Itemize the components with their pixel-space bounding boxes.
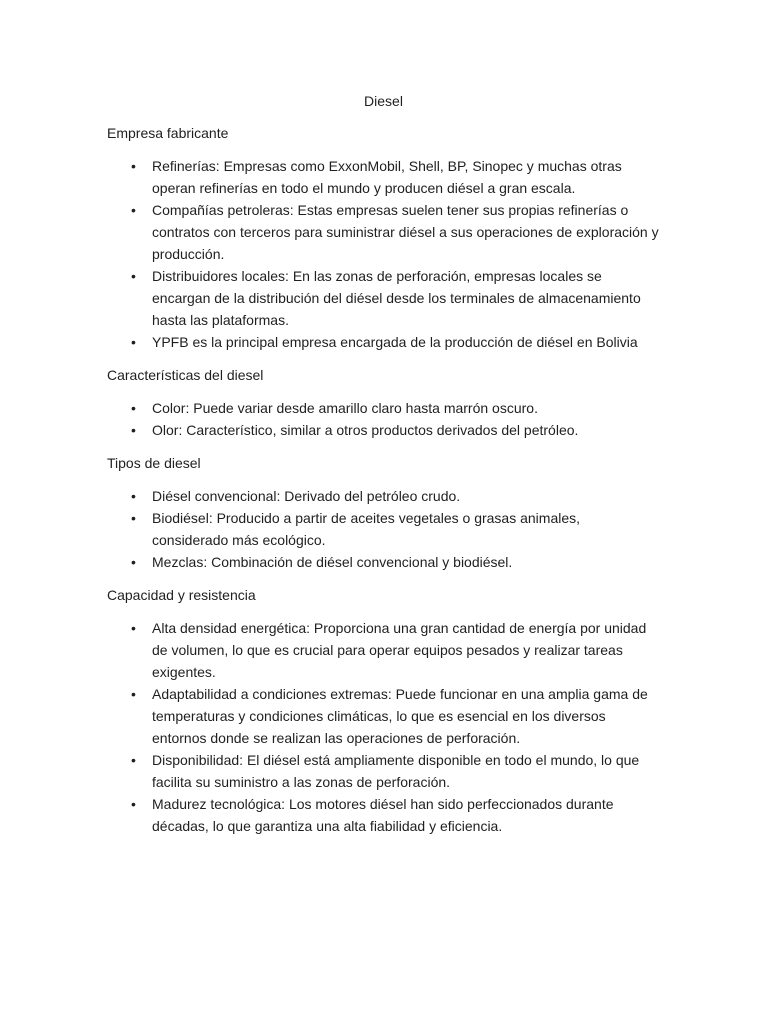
bullet-icon: •: [131, 796, 136, 812]
bullet-icon: •: [131, 620, 136, 636]
list-item-text: Mezclas: Combinación de diésel convencional y biodiésel.: [152, 554, 513, 570]
bullet-icon: •: [131, 752, 136, 768]
list-item: [107, 793, 660, 837]
bullet-icon: •: [131, 510, 136, 526]
section-heading-tipos: Tipos de diesel: [107, 455, 201, 471]
list-item: [107, 199, 660, 265]
list-item-text: Biodiésel: Producido a partir de aceites vegetales o grasas animales, considerado más ecológico.: [152, 510, 581, 548]
bullet-icon: •: [131, 488, 136, 504]
bullet-list-tipos: [107, 485, 660, 573]
bullet-list-empresa-fabricante: [107, 155, 660, 353]
list-item: [107, 265, 660, 331]
document-title: Diesel: [364, 93, 403, 109]
bullet-icon: •: [131, 422, 136, 438]
list-item: [107, 331, 660, 353]
list-item-text: Alta densidad energética: Proporciona una gran cantidad de energía por unidad de volumen, lo que es crucial para operar equipos pesados y realizar tareas exigentes.: [152, 620, 647, 680]
bullet-list-capacidad: [107, 617, 660, 837]
list-item-text: Refinerías: Empresas como ExxonMobil, Shell, BP, Sinopec y muchas otras operan refinerías en todo el mundo y producen diésel a gran escala.: [152, 158, 622, 196]
list-item-text: Compañías petroleras: Estas empresas suelen tener sus propias refinerías o contratos con terceros para suministrar diésel a sus operaciones de exploración y producción.: [152, 202, 659, 262]
list-item-text: Madurez tecnológica: Los motores diésel han sido perfeccionados durante décadas, lo que garantiza una alta fiabilidad y eficiencia.: [152, 796, 614, 834]
list-item: [107, 551, 660, 573]
list-item: [107, 155, 660, 199]
list-item: [107, 507, 660, 551]
section-heading-empresa-fabricante: Empresa fabricante: [107, 125, 229, 141]
section-heading-capacidad: Capacidad y resistencia: [107, 587, 256, 603]
bullet-icon: •: [131, 268, 136, 284]
bullet-icon: •: [131, 158, 136, 174]
list-item: [107, 485, 660, 507]
list-item-text: Diésel convencional: Derivado del petróleo crudo.: [152, 488, 461, 504]
list-item: [107, 397, 660, 419]
list-item-text: YPFB es la principal empresa encargada de la producción de diésel en Bolivia: [152, 334, 638, 350]
bullet-icon: •: [131, 554, 136, 570]
list-item-text: Disponibilidad: El diésel está ampliamente disponible en todo el mundo, lo que facilita su suministro a las zonas de perforación.: [152, 752, 640, 790]
bullet-icon: •: [131, 686, 136, 702]
bullet-icon: •: [131, 202, 136, 218]
list-item: [107, 683, 660, 749]
list-item-text: Olor: Característico, similar a otros productos derivados del petróleo.: [152, 422, 579, 438]
list-item-text: Adaptabilidad a condiciones extremas: Puede funcionar en una amplia gama de temperaturas y condiciones climáticas, lo que es esencial en los diversos entornos donde se realizan las operaciones de perforación.: [152, 686, 648, 746]
bullet-icon: •: [131, 400, 136, 416]
bullet-icon: •: [131, 334, 136, 350]
bullet-list-caracteristicas: [107, 397, 660, 441]
document-body: [107, 90, 660, 848]
list-item: [107, 617, 660, 683]
list-item-text: Distribuidores locales: En las zonas de perforación, empresas locales se encargan de la distribución del diésel desde los terminales de almacenamiento hasta las plataformas.: [152, 268, 641, 328]
list-item: [107, 419, 660, 441]
list-item: [107, 749, 660, 793]
list-item-text: Color: Puede variar desde amarillo claro hasta marrón oscuro.: [152, 400, 538, 416]
section-heading-caracteristicas: Características del diesel: [107, 367, 264, 383]
